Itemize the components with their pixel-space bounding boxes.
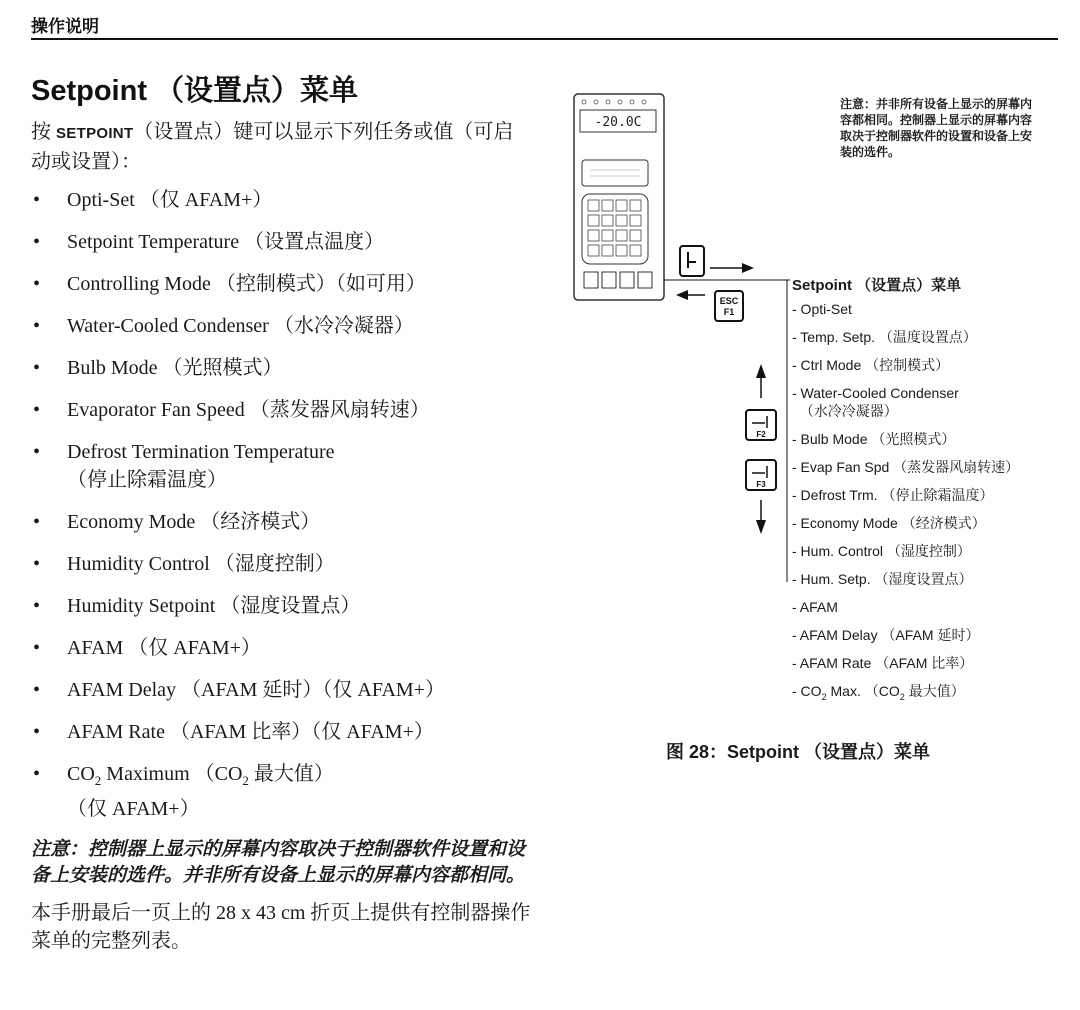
page-header	[31, 10, 1058, 40]
menu-item: （水冷冷凝器）	[792, 403, 898, 419]
bullet-icon: •	[33, 399, 41, 421]
bullet-icon: •	[33, 315, 41, 337]
figure-caption: 图 28：Setpoint （设置点）菜单	[666, 742, 931, 762]
menu-item: - Evap Fan Spd （蒸发器风扇转速）	[792, 459, 1020, 475]
task-item-text: Bulb Mode （光照模式）	[67, 357, 283, 379]
task-item-text: Humidity Setpoint （湿度设置点）	[67, 595, 361, 617]
task-item-text: Water-Cooled Condenser （水冷冷凝器）	[67, 315, 414, 337]
bullet-icon: •	[33, 553, 41, 575]
task-item	[31, 438, 531, 494]
bullet-icon: •	[33, 721, 41, 743]
task-item	[31, 550, 531, 578]
menu-item: - Hum. Setp. （湿度设置点）	[792, 571, 973, 587]
task-item-text: AFAM Delay （AFAM 延时）（仅 AFAM+）	[67, 679, 445, 701]
intro-paragraph	[31, 118, 531, 176]
task-item-co2: • $CO_2$ Maximum （$CO_2$ 最大值） （仅 AFAM+）	[31, 760, 531, 823]
closing-paragraph: 本手册最后一页上的 28 x 43 cm 折页上提供有控制器操作菜单的完整列表。	[31, 902, 531, 952]
section-heading: Setpoint （设置点）菜单	[31, 75, 359, 107]
note-paragraph: 注意：控制器上显示的屏幕内容取决于控制器软件设置和设备上安装的选件。并非所有设备上显示的屏幕内容都相同。	[31, 839, 526, 886]
bullet-icon: •	[33, 273, 41, 295]
menu-item: - Economy Mode （经济模式）	[792, 515, 986, 531]
intro-post: （设置点）键可以显示下列任务或值（可启动或设置）：	[31, 121, 514, 173]
task-item	[31, 592, 531, 620]
task-item	[31, 718, 531, 746]
bullet-icon: •	[33, 679, 41, 701]
task-item-text-line2: （仅 AFAM+）	[67, 798, 200, 820]
menu-item: - Defrost Trm. （停止除霜温度）	[792, 487, 994, 503]
task-item	[31, 634, 531, 662]
task-item	[31, 228, 531, 256]
secondary-display	[582, 160, 648, 186]
task-item	[31, 508, 531, 536]
menu-item-co2: - $CO_2$ Max. （$CO_2$ 最大值）	[792, 683, 965, 702]
menu-item: - Bulb Mode （光照模式）	[792, 431, 956, 447]
figure-note: 注意：并非所有设备上显示的屏幕内容都相同。控制器上显示的屏幕内容取决于控制器软件的设置和设备上安装的选件。	[840, 97, 1033, 159]
menu-item: - AFAM	[792, 599, 838, 615]
menu-item: - Temp. Setp. （温度设置点）	[792, 329, 977, 345]
intro-pre: 按	[31, 121, 56, 143]
svg-text:ESC: ESC	[719, 296, 739, 306]
left-column	[31, 70, 531, 955]
bullet-icon: •	[33, 231, 41, 253]
bullet-icon: •	[33, 357, 41, 379]
bullet-icon: •	[33, 763, 41, 785]
task-list	[31, 186, 531, 823]
setpoint-key-label: SETPOINT	[56, 125, 134, 142]
task-item	[31, 270, 531, 298]
figure-28	[560, 80, 1080, 730]
bullet-icon: •	[33, 511, 41, 533]
menu-item: - AFAM Rate （AFAM 比率）	[792, 655, 974, 671]
task-item-text: Evaporator Fan Speed （蒸发器风扇转速）	[67, 399, 430, 421]
menu-list	[792, 300, 1019, 716]
svg-text:F3: F3	[756, 480, 766, 489]
task-item-text: Controlling Mode （控制模式）（如可用）	[67, 273, 426, 295]
bullet-icon: •	[33, 189, 41, 211]
header-title: 操作说明	[31, 17, 99, 36]
task-item-text: Opti-Set （仅 AFAM+）	[67, 189, 273, 211]
display-reading: -20.0C	[594, 115, 642, 130]
task-item	[31, 396, 531, 424]
menu-item: - Ctrl Mode （控制模式）	[792, 357, 950, 373]
bullet-icon: •	[33, 595, 41, 617]
task-item-text: Humidity Control （湿度控制）	[67, 553, 335, 575]
task-item	[31, 312, 531, 340]
svg-text:F2: F2	[756, 430, 766, 439]
bullet-icon: •	[33, 441, 41, 463]
menu-item: - Water-Cooled Condenser	[792, 385, 959, 401]
menu-item: - Hum. Control （湿度控制）	[792, 543, 971, 559]
menu-title: Setpoint （设置点）菜单	[792, 277, 962, 294]
task-item-text: AFAM （仅 AFAM+）	[67, 637, 261, 659]
bullet-icon: •	[33, 637, 41, 659]
task-item-text: Economy Mode （经济模式）	[67, 511, 321, 533]
menu-item: - Opti-Set	[792, 301, 852, 317]
task-item	[31, 676, 531, 704]
task-item-text: Setpoint Temperature （设置点温度）	[67, 231, 385, 253]
menu-item: - AFAM Delay （AFAM 延时）	[792, 627, 980, 643]
task-item-text: Defrost Termination Temperature	[67, 441, 335, 463]
task-item	[31, 186, 531, 214]
task-item-text: AFAM Rate （AFAM 比率）（仅 AFAM+）	[67, 721, 434, 743]
task-item	[31, 354, 531, 382]
task-item-text-line2: （停止除霜温度）	[67, 469, 227, 491]
svg-text:F1: F1	[723, 307, 735, 317]
